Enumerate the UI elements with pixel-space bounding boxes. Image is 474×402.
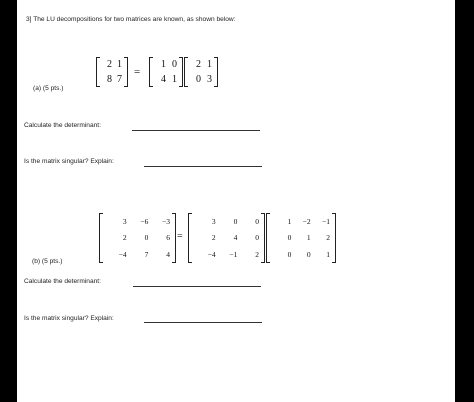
matrix-cell: 3 — [207, 74, 212, 85]
matrix-cell: 4 — [233, 233, 238, 243]
matrix-cell: 0 — [255, 233, 259, 243]
part-a-equals-sign: = — [134, 66, 141, 78]
matrix-cell: 0 — [233, 216, 238, 226]
matrix-cell: 0 — [287, 250, 292, 260]
part-b-matrix-u — [266, 213, 336, 263]
matrix-cell: −1 — [229, 250, 238, 260]
part-a-determinant-prompt: Calculate the determinant: — [24, 122, 101, 129]
matrix-cell: 3 — [122, 216, 127, 226]
matrix-grid — [150, 57, 182, 87]
part-b-matrix-a — [99, 213, 176, 263]
matrix-grid — [100, 213, 175, 263]
matrix-cell: 0 — [196, 74, 201, 85]
part-b-determinant-answer-line[interactable] — [133, 286, 261, 287]
matrix-cell: 8 — [107, 74, 112, 85]
worksheet-page — [17, 0, 455, 402]
matrix-cell: −2 — [302, 216, 311, 226]
matrix-cell: 7 — [117, 74, 122, 85]
matrix-cell: 0 — [306, 250, 311, 260]
matrix-cell: −4 — [118, 250, 127, 260]
matrix-cell: 1 — [326, 250, 330, 260]
part-b-equals-sign: = — [177, 231, 183, 242]
matrix-cell: 1 — [287, 216, 292, 226]
part-a-matrix-u — [184, 57, 218, 87]
problem-header: 3] The LU decompositions for two matrices are known, as shown below: — [26, 16, 236, 23]
matrix-cell: 1 — [172, 74, 177, 85]
matrix-cell: 7 — [144, 250, 149, 260]
matrix-cell: 2 — [326, 233, 330, 243]
matrix-cell: 1 — [306, 233, 311, 243]
part-a-matrix-l — [149, 57, 183, 87]
matrix-cell: 4 — [166, 250, 170, 260]
matrix-grid — [267, 213, 335, 263]
matrix-cell: 0 — [287, 233, 292, 243]
part-b-label: (b) (5 pts.) — [32, 258, 63, 265]
part-b-determinant-prompt: Calculate the determinant: — [24, 278, 101, 285]
part-b-singular-answer-line[interactable] — [144, 322, 262, 323]
matrix-cell: 2 — [107, 59, 112, 70]
part-a-singular-prompt: Is the matrix singular? Explain: — [24, 158, 114, 165]
matrix-cell: 1 — [117, 59, 122, 70]
part-a-determinant-answer-line[interactable] — [132, 130, 260, 131]
part-b-singular-prompt: Is the matrix singular? Explain: — [24, 315, 114, 322]
matrix-cell: −1 — [322, 216, 330, 226]
matrix-cell: 4 — [161, 74, 166, 85]
part-a-matrix-a — [96, 57, 128, 87]
part-b-matrix-l — [188, 213, 265, 263]
matrix-cell: −3 — [162, 216, 170, 226]
matrix-grid — [189, 213, 264, 263]
matrix-grid — [185, 57, 217, 87]
matrix-cell: 0 — [172, 59, 177, 70]
matrix-cell: −4 — [207, 250, 216, 260]
matrix-cell: 2 — [196, 59, 201, 70]
matrix-cell: 2 — [255, 250, 259, 260]
matrix-cell: 0 — [144, 233, 149, 243]
matrix-cell: 1 — [161, 59, 166, 70]
part-a-label: (a) (5 pts.) — [33, 85, 64, 92]
matrix-cell: −6 — [140, 216, 149, 226]
matrix-cell: 2 — [211, 233, 216, 243]
matrix-cell: 6 — [166, 233, 170, 243]
part-a-singular-answer-line[interactable] — [144, 166, 262, 167]
matrix-cell: 2 — [122, 233, 127, 243]
matrix-cell: 1 — [207, 59, 212, 70]
matrix-grid — [97, 57, 127, 87]
matrix-cell: 3 — [211, 216, 216, 226]
matrix-cell: 0 — [255, 216, 259, 226]
